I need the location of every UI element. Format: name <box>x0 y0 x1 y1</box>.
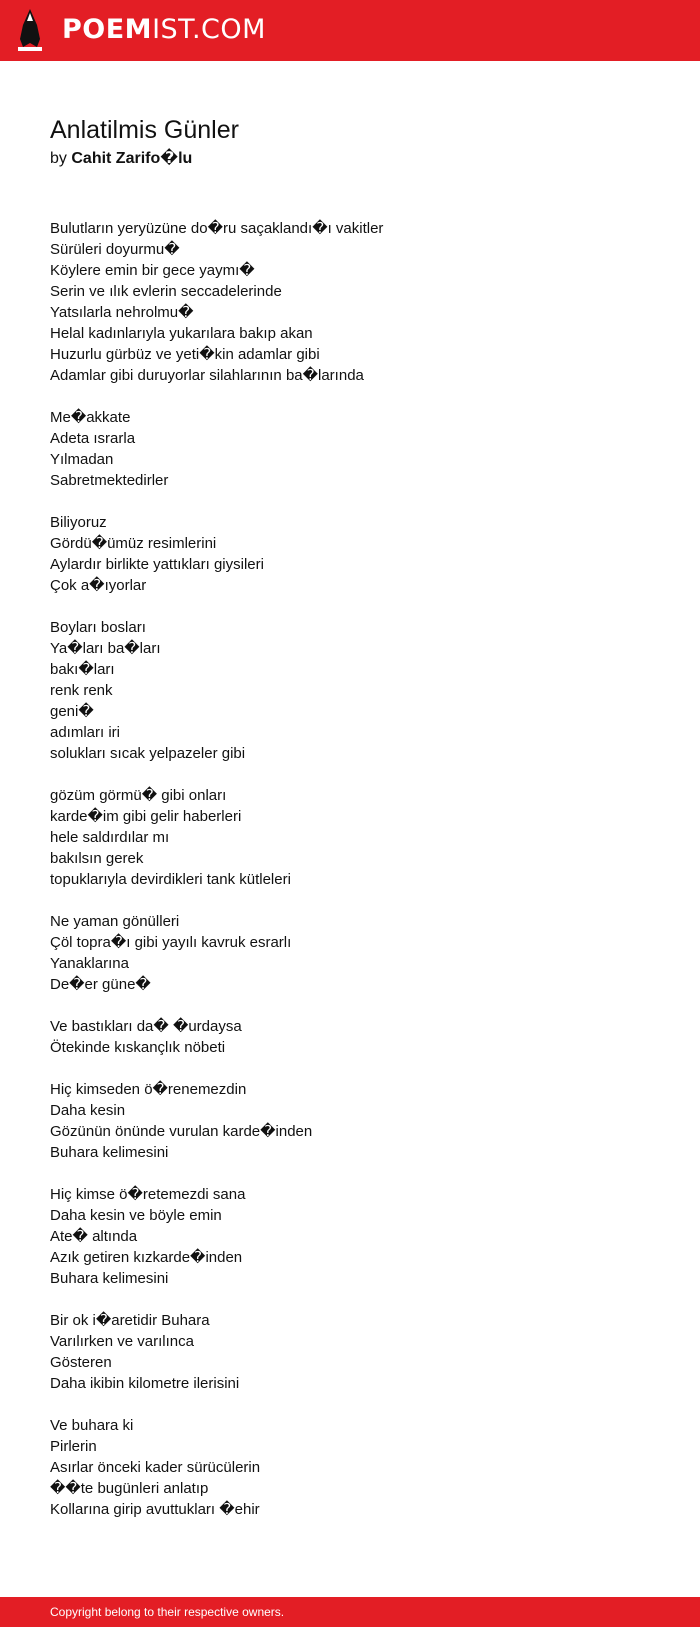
poem-stanza <box>50 1415 670 1520</box>
poem-line: De�er güne� <box>50 976 151 993</box>
poem-line: Daha kesin <box>50 1102 126 1119</box>
poem-line: karde�im gibi gelir haberleri <box>50 808 242 825</box>
poem-line: Hiç kimseden ö�renemezdin <box>50 1081 247 1098</box>
poem-line: Ve bastıkları da� �urdaysa <box>50 1018 242 1035</box>
poem-line: renk renk <box>50 682 113 699</box>
poem-line: Buhara kelimesini <box>50 1270 169 1287</box>
poem-stanza <box>50 1184 670 1289</box>
site-header <box>0 0 700 61</box>
poem-line: Ne yaman gönülleri <box>50 913 180 930</box>
poem-line: solukları sıcak yelpazeler gibi <box>50 745 246 762</box>
poem-line: Çok a�ıyorlar <box>50 577 147 594</box>
poem-line: bakı�ları <box>50 661 115 678</box>
author-name: Cahit Zarifo�lu <box>71 150 193 167</box>
poem-line: Ötekinde kıskançlık nöbeti <box>50 1039 226 1056</box>
poem-line: Asırlar önceki kader sürücülerin <box>50 1459 261 1476</box>
poem-line: ��te bugünleri anlatıp <box>50 1480 209 1497</box>
poem-line: Aylardır birlikte yattıkları giysileri <box>50 556 264 573</box>
poem-line: Adeta ısrarla <box>50 430 136 447</box>
poem-line: Ate� altında <box>50 1228 138 1245</box>
poem-line: Me�akkate <box>50 409 131 426</box>
by-label: by <box>50 150 67 167</box>
poem-line: Çöl topra�ı gibi yayılı kavruk esrarlı <box>50 934 292 951</box>
poem-line: Bulutların yeryüzüne do�ru saçaklandı�ı vakitler <box>50 220 384 237</box>
poem-line: adımları iri <box>50 724 121 741</box>
poem-line: Daha kesin ve böyle emin <box>50 1207 222 1224</box>
poem-body <box>50 218 670 1520</box>
poem-line: Sürüleri doyurmu� <box>50 241 180 258</box>
poem-title: Anlatilmis Günler <box>50 116 239 144</box>
poem-line: bakılsın gerek <box>50 850 144 867</box>
poem-line: Ya�ları ba�ları <box>50 640 161 657</box>
poem-stanza <box>50 218 670 386</box>
poem-byline <box>50 148 192 170</box>
poem-line: Kollarına girip avuttukları �ehir <box>50 1501 260 1518</box>
poem-line: Köylere emin bir gece yaymı� <box>50 262 255 279</box>
logo-bold-text: POEM <box>62 14 153 45</box>
poem-line: Bir ok i�aretidir Buhara <box>50 1312 210 1329</box>
poem-line: Huzurlu gürbüz ve yeti�kin adamlar gibi <box>50 346 320 363</box>
copyright-text: Copyright belong to their respective owners. <box>50 1605 285 1619</box>
poem-stanza <box>50 617 670 764</box>
poem-line: Yatsılarla nehrolmu� <box>50 304 194 321</box>
poem-line: Yılmadan <box>50 451 114 468</box>
poem-line: Azık getiren kızkarde�inden <box>50 1249 243 1266</box>
poem-line: Sabretmektedirler <box>50 472 169 489</box>
poem-line: Gördü�ümüz resimlerini <box>50 535 217 552</box>
poem-line: Adamlar gibi duruyorlar silahlarının ba�larında <box>50 367 364 384</box>
poem-line: Varılırken ve varılınca <box>50 1333 194 1350</box>
poem-line: Hiç kimse ö�retemezdi sana <box>50 1186 246 1203</box>
poem-line: Pirlerin <box>50 1438 97 1455</box>
site-logo[interactable] <box>62 12 266 48</box>
logo-light-text: IST.COM <box>152 14 266 45</box>
poem-line: Gösteren <box>50 1354 112 1371</box>
poem-line: Buhara kelimesini <box>50 1144 169 1161</box>
poem-line: geni� <box>50 703 94 720</box>
poem-line: Serin ve ılık evlerin seccadelerinde <box>50 283 282 300</box>
poem-line: Yanaklarına <box>50 955 129 972</box>
poem-stanza <box>50 1310 670 1394</box>
poem-stanza <box>50 1079 670 1163</box>
poem-stanza <box>50 785 670 890</box>
pencil-logo-icon[interactable] <box>17 9 43 51</box>
poem-stanza <box>50 911 670 995</box>
poem-line: Ve buhara ki <box>50 1417 134 1434</box>
poem-line: Boyları bosları <box>50 619 146 636</box>
poem-line: hele saldırdılar mı <box>50 829 170 846</box>
poem-line: gözüm görmü� gibi onları <box>50 787 227 804</box>
poem-line: Gözünün önünde vurulan karde�inden <box>50 1123 313 1140</box>
poem-stanza <box>50 407 670 491</box>
poem-stanza <box>50 1016 670 1058</box>
poem-line: Biliyoruz <box>50 514 107 531</box>
poem-stanza <box>50 512 670 596</box>
site-footer <box>0 1597 700 1627</box>
poem-line: Helal kadınlarıyla yukarılara bakıp akan <box>50 325 313 342</box>
poem-line: Daha ikibin kilometre ilerisini <box>50 1375 240 1392</box>
poem-line: topuklarıyla devirdikleri tank kütleleri <box>50 871 291 888</box>
